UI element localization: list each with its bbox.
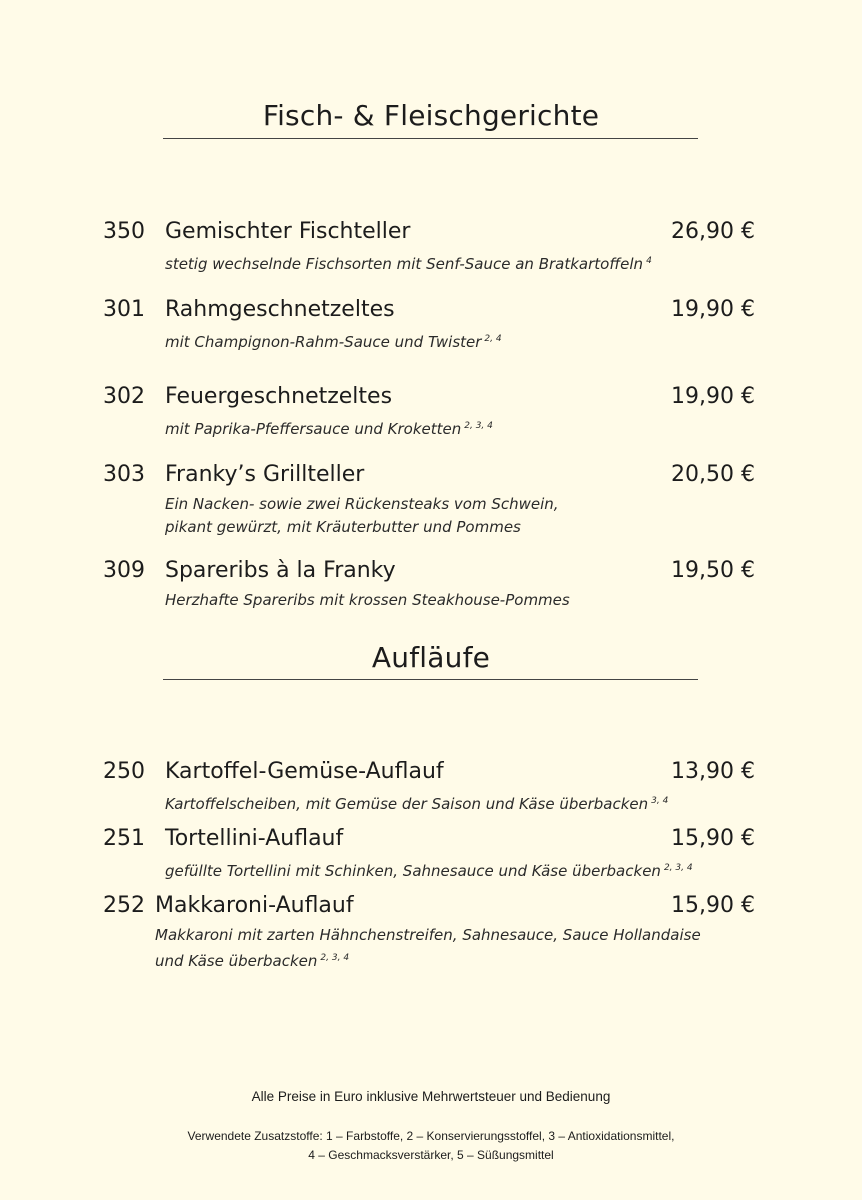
section-title-auflaeufe: Aufläufe xyxy=(371,641,491,674)
additives-note: 2, 3, 4 xyxy=(464,421,493,431)
item-description: Makkaroni mit zarten Hähnchenstreifen, Sahnesauce, Sauce Hollandaise und Käse überbacken $^{2, 3, 4}$ xyxy=(155,926,701,970)
additives-note: 4 xyxy=(646,256,652,266)
additives-note: 2, 4 xyxy=(484,334,502,344)
item-name: Franky’s Grillteller xyxy=(165,462,365,487)
item-name: Gemischter Fischteller xyxy=(165,219,411,244)
item-price: 15,90 € xyxy=(671,893,755,918)
item-price: 26,90 € xyxy=(671,219,755,244)
item-description: gefüllte Tortellini mit Schinken, Sahnesauce und Käse überbacken $^{2, 3, 4}$ xyxy=(165,862,693,880)
additives-legend-line-1: Verwendete Zusatzstoffe: 1 – Farbstoffe, 2 – Konservierungsstoffel, 3 – Antioxidationsmittel, xyxy=(187,1129,675,1143)
item-price: 13,90 € xyxy=(671,759,755,784)
section-divider xyxy=(163,138,698,139)
item-name: Makkaroni-Auflauf xyxy=(155,893,354,918)
item-price: 15,90 € xyxy=(671,826,755,851)
item-name: Tortellini-Auflauf xyxy=(165,826,344,851)
price-note: Alle Preise in Euro inklusive Mehrwertsteuer und Bedienung xyxy=(251,1089,611,1104)
additives-legend-line-2: 4 – Geschmacksverstärker, 5 – Süßungsmittel xyxy=(308,1148,554,1162)
item-number: 302 xyxy=(103,384,145,409)
item-description: mit Champignon-Rahm-Sauce und Twister $^{2, 4}$ xyxy=(165,333,502,351)
item-number: 301 xyxy=(103,297,145,322)
item-price: 19,90 € xyxy=(671,384,755,409)
item-description: Ein Nacken- sowie zwei Rückensteaks vom Schwein, pikant gewürzt, mit Kräuterbutter und Pommes xyxy=(165,495,559,536)
item-price: 20,50 € xyxy=(671,462,755,487)
section-title-fisch-fleisch: Fisch- & Fleischgerichte xyxy=(262,99,600,132)
item-number: 252 xyxy=(103,893,145,918)
additives-note: 2, 3, 4 xyxy=(663,863,693,873)
additives-legend xyxy=(0,1127,862,1165)
item-description: mit Paprika-Pfeffersauce und Kroketten $^{2, 3, 4}$ xyxy=(165,420,493,438)
additives-note: 2, 3, 4 xyxy=(320,953,350,963)
item-price: 19,50 € xyxy=(671,558,755,583)
item-name: Rahmgeschnetzeltes xyxy=(165,297,395,322)
item-number: 309 xyxy=(103,558,145,583)
item-description: Kartoffelscheiben, mit Gemüse der Saison und Käse überbacken $^{3, 4}$ xyxy=(165,795,669,813)
item-name: Feuergeschnetzeltes xyxy=(165,384,393,409)
item-number: 250 xyxy=(103,759,145,784)
item-number: 350 xyxy=(103,219,145,244)
section-divider xyxy=(163,679,698,680)
item-price: 19,90 € xyxy=(671,297,755,322)
item-number: 303 xyxy=(103,462,145,487)
item-number: 251 xyxy=(103,826,145,851)
item-description: stetig wechselnde Fischsorten mit Senf-Sauce an Bratkartoffeln $^4$ xyxy=(165,255,652,273)
item-name: Kartoffel-Gemüse-Auflauf xyxy=(165,759,444,784)
additives-note: 3, 4 xyxy=(651,796,669,806)
item-name: Spareribs à la Franky xyxy=(165,558,396,583)
item-description: Herzhafte Spareribs mit krossen Steakhouse-Pommes xyxy=(165,591,570,609)
